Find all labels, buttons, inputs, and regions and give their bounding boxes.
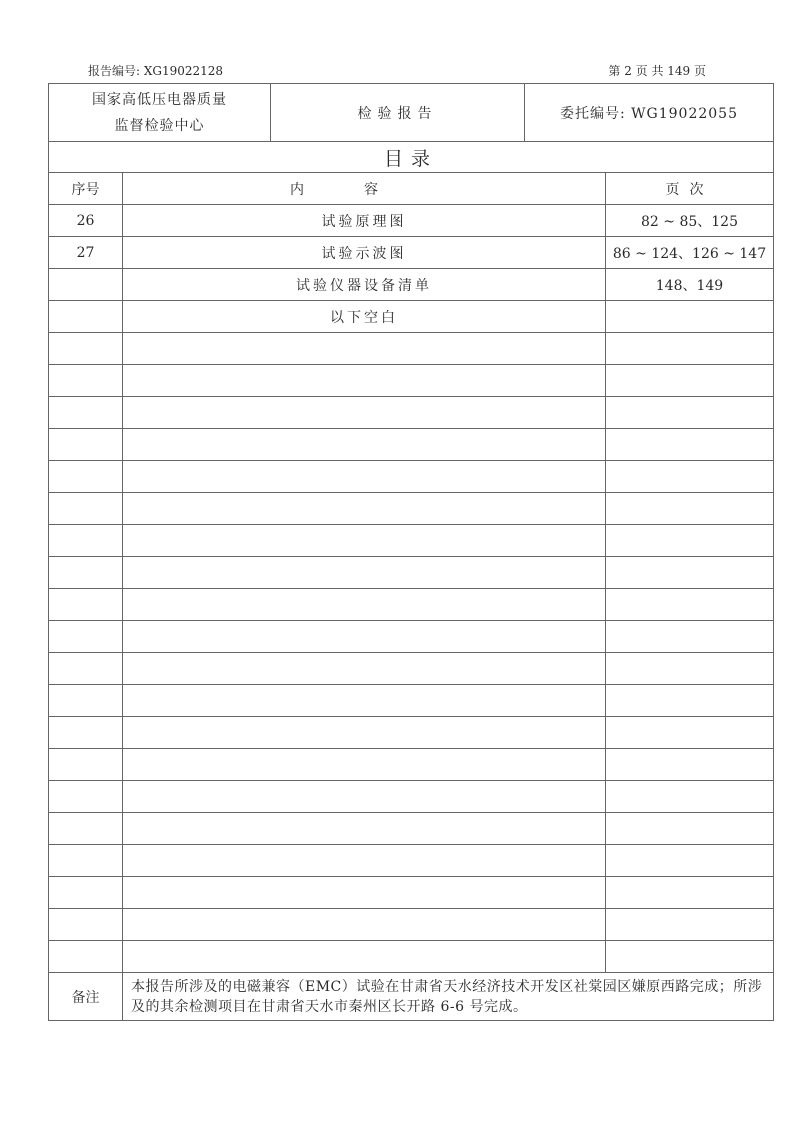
empty-cell [123, 813, 606, 845]
empty-cell [49, 461, 123, 493]
empty-cell [606, 685, 774, 717]
empty-cell [123, 653, 606, 685]
toc-header-row [49, 173, 774, 205]
empty-cell [123, 781, 606, 813]
empty-table-row [49, 365, 774, 397]
table-row [49, 269, 774, 301]
empty-cell [49, 909, 123, 941]
row-pages [606, 301, 774, 333]
empty-table-row [49, 397, 774, 429]
title-block-row [49, 84, 774, 142]
empty-cell [606, 621, 774, 653]
empty-cell [606, 749, 774, 781]
empty-cell [606, 493, 774, 525]
empty-cell [49, 525, 123, 557]
empty-cell [606, 365, 774, 397]
empty-table-row [49, 621, 774, 653]
empty-cell [606, 397, 774, 429]
report-number: 报告编号: XG19022128 [88, 64, 224, 78]
empty-cell [49, 429, 123, 461]
table-row [49, 237, 774, 269]
toc-title: 目录 [49, 142, 774, 173]
empty-cell [49, 941, 123, 973]
row-content: 试验示波图 [123, 237, 606, 269]
empty-cell [606, 557, 774, 589]
remark-row [49, 973, 774, 1021]
empty-table-row [49, 461, 774, 493]
empty-cell [606, 877, 774, 909]
organization-line-1: 国家高低压电器质量 [92, 91, 227, 108]
empty-table-row [49, 941, 774, 973]
empty-cell [49, 749, 123, 781]
empty-cell [49, 333, 123, 365]
table-row [49, 205, 774, 237]
toc-title-row [49, 142, 774, 173]
table-row [49, 301, 774, 333]
document-title: 检验报告 [271, 84, 525, 142]
empty-cell [606, 589, 774, 621]
empty-cell [123, 525, 606, 557]
empty-table-row [49, 525, 774, 557]
empty-table-row [49, 845, 774, 877]
page-count: 第 2 页 共 149 页 [608, 64, 706, 78]
empty-cell [123, 397, 606, 429]
remark-text: 本报告所涉及的电磁兼容（EMC）试验在甘肃省天水经济技术开发区社棠园区嫌原西路完成；所涉及的其余检测项目在甘肃省天水市秦州区长开路 6-6 号完成。 [123, 973, 774, 1021]
empty-cell [606, 813, 774, 845]
empty-cell [123, 621, 606, 653]
empty-cell [49, 813, 123, 845]
empty-cell [123, 365, 606, 397]
empty-table-row [49, 653, 774, 685]
empty-cell [606, 525, 774, 557]
empty-cell [49, 653, 123, 685]
empty-table-row [49, 493, 774, 525]
row-pages: 86 ~ 124、126 ~ 147 [606, 237, 774, 269]
row-content: 以下空白 [123, 301, 606, 333]
row-no [49, 301, 123, 333]
empty-table-row [49, 813, 774, 845]
empty-cell [123, 589, 606, 621]
empty-table-row [49, 429, 774, 461]
row-no: 26 [49, 205, 123, 237]
organization-cell [49, 84, 271, 142]
empty-cell [123, 461, 606, 493]
empty-cell [49, 621, 123, 653]
empty-cell [606, 461, 774, 493]
row-pages: 82 ~ 85、125 [606, 205, 774, 237]
empty-cell [49, 397, 123, 429]
remark-label: 备注 [49, 973, 123, 1021]
empty-cell [49, 493, 123, 525]
empty-cell [123, 333, 606, 365]
row-pages: 148、149 [606, 269, 774, 301]
empty-cell [606, 717, 774, 749]
empty-cell [49, 845, 123, 877]
empty-cell [606, 909, 774, 941]
row-content: 试验原理图 [123, 205, 606, 237]
empty-table-row [49, 781, 774, 813]
empty-cell [123, 685, 606, 717]
empty-cell [123, 909, 606, 941]
row-no: 27 [49, 237, 123, 269]
empty-cell [123, 941, 606, 973]
row-no [49, 269, 123, 301]
empty-cell [49, 685, 123, 717]
empty-cell [606, 781, 774, 813]
empty-cell [606, 941, 774, 973]
empty-cell [49, 365, 123, 397]
page-header [48, 58, 772, 82]
empty-table-row [49, 877, 774, 909]
empty-cell [606, 845, 774, 877]
empty-cell [606, 653, 774, 685]
empty-cell [606, 429, 774, 461]
empty-cell [123, 717, 606, 749]
empty-cell [123, 429, 606, 461]
empty-cell [123, 557, 606, 589]
empty-cell [49, 557, 123, 589]
report-table [48, 83, 774, 1021]
empty-cell [123, 877, 606, 909]
organization-line-2: 监督检验中心 [114, 117, 205, 134]
empty-cell [123, 845, 606, 877]
column-header-no: 序号 [49, 173, 123, 205]
empty-cell [49, 589, 123, 621]
entrust-number: 委托编号: WG19022055 [525, 84, 774, 142]
empty-table-row [49, 685, 774, 717]
empty-table-row [49, 557, 774, 589]
empty-cell [49, 781, 123, 813]
empty-table-row [49, 909, 774, 941]
empty-cell [49, 877, 123, 909]
empty-cell [123, 749, 606, 781]
empty-table-row [49, 717, 774, 749]
empty-cell [606, 333, 774, 365]
empty-table-row [49, 333, 774, 365]
column-header-pages: 页次 [606, 173, 774, 205]
empty-table-row [49, 589, 774, 621]
row-content: 试验仪器设备清单 [123, 269, 606, 301]
empty-table-row [49, 749, 774, 781]
column-header-content: 内容 [123, 173, 606, 205]
empty-cell [49, 717, 123, 749]
empty-cell [123, 493, 606, 525]
